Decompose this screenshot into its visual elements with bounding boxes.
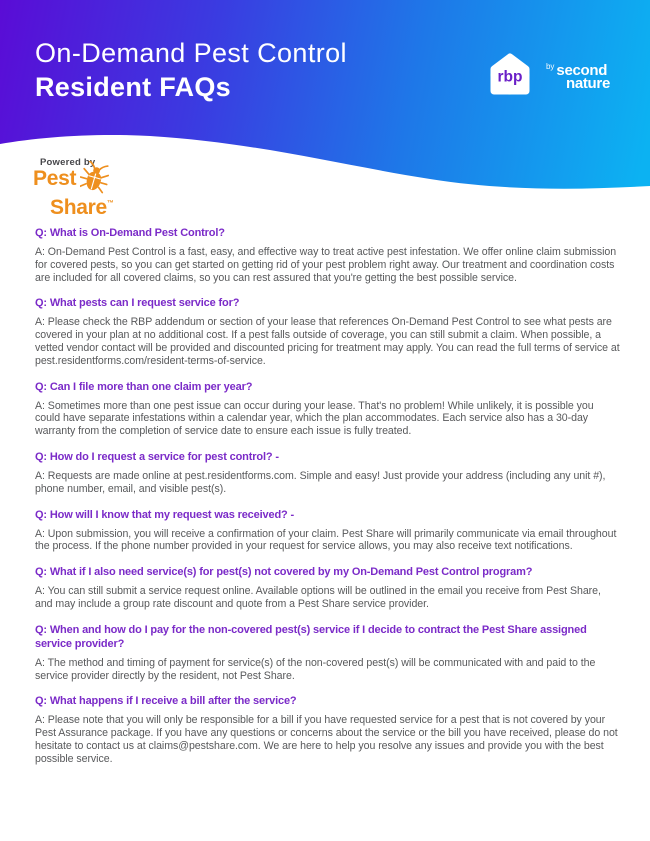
faq-answer: A: Please check the RBP addendum or section of your lease that references On-Demand Pest Control to see what pests are covered in your plan at no additional cost. If a pest falls outside of coverage, you can still submit a claim. When possible, a vetted vendor contact will be provided and discounted pricing for treatment may apply. You can read the full terms of service at pest.residentforms.com/resident-terms-of-service. — [35, 316, 620, 367]
faq-item — [35, 380, 620, 438]
faq-item — [35, 296, 620, 367]
faq-answer: A: The method and timing of payment for service(s) of the non-covered pest(s) will be communicated with and paid to the service provider directly by the resident, not Pest Share. — [35, 656, 596, 682]
faq-question: Q: How will I know that my request was received? - — [35, 508, 295, 521]
by-label: by — [545, 62, 555, 71]
pest-wordmark: Pest — [33, 167, 77, 190]
faq-question: Q: What happens if I receive a bill after the service? — [35, 695, 297, 708]
faq-item — [35, 508, 620, 554]
cockroach-icon — [80, 161, 110, 195]
faq-answer: A: You can still submit a service request online. Available options will be outlined in the email you receive from Pest Share, and may include a group rate discount and quote from a Pest Share service provider. — [35, 585, 601, 610]
powered-by-label: Powered by — [40, 157, 96, 168]
faq-item — [35, 565, 620, 611]
rbp-second-nature-logo — [484, 48, 610, 102]
faq-question: Q: When and how do I pay for the non-covered pest(s) service if I decide to contract the Pest Share assigned service provider? — [35, 623, 587, 650]
page-title-line2: Resident FAQs — [35, 72, 231, 102]
faq-answer: A: Sometimes more than one pest issue can occur during your lease. That's no problem! While unlikely, it is possible you could have separate infestations within a calendar year, which the plan accommodates. Each service also has a 30-day warranty from the completion of service date to ensure each issue is fully treated. — [35, 399, 594, 438]
faq-answer: A: On-Demand Pest Control is a fast, easy, and effective way to treat active pest infestation. We offer online claim submission for covered pests, so you can get started on getting rid of your pest problem right away. Our treatment and coordination costs are included for all covered claims, so you can rest assured that you're getting the best possible service. — [35, 246, 617, 284]
faq-list — [35, 226, 620, 778]
faq-answer: A: Upon submission, you will receive a confirmation of your claim. Pest Share will primarily communicate via email throughout the process. If the phone number provided in your request for service allows, you may also receive text notifications. — [35, 527, 617, 553]
faq-question: Q: What pests can I request service for? — [35, 297, 240, 310]
faq-question: Q: How do I request a service for pest control? - — [35, 450, 279, 463]
brand-word-second: second — [556, 62, 608, 79]
faq-item — [35, 694, 620, 765]
trademark-symbol: ™ — [106, 200, 114, 207]
faq-question: Q: Can I file more than one claim per year? — [35, 380, 253, 393]
brand-word-nature: nature — [565, 75, 610, 92]
pest-share-logo — [33, 157, 163, 218]
rbp-house-badge-icon — [484, 48, 536, 102]
faq-question: Q: What is On-Demand Pest Control? — [35, 227, 225, 239]
second-nature-wordmark — [546, 60, 610, 90]
faq-item — [35, 226, 620, 284]
faq-answer: A: Requests are made online at pest.residentforms.com. Simple and easy! Just provide your address (including any unit #), phone number, email, and visible pest(s). — [35, 469, 606, 495]
share-wordmark: Share™ — [50, 196, 114, 219]
faq-item — [35, 623, 620, 683]
faq-question: Q: What if I also need service(s) for pest(s) not covered by my On-Demand Pest Control program? — [35, 566, 533, 579]
faq-item — [35, 450, 620, 496]
rbp-badge-text: rbp — [497, 68, 523, 86]
faq-answer: A: Please note that you will only be responsible for a bill if you have requested service for a pest that is not covered by your Pest Assurance package. If you have any questions or concerns about the service or the bill you have received, please do not hesitate to contact us at claims@pestshare.com. We are here to help you resolve any issues and provide you with the best possible service. — [35, 714, 618, 765]
page-title-line1: On-Demand Pest Control — [35, 38, 347, 68]
